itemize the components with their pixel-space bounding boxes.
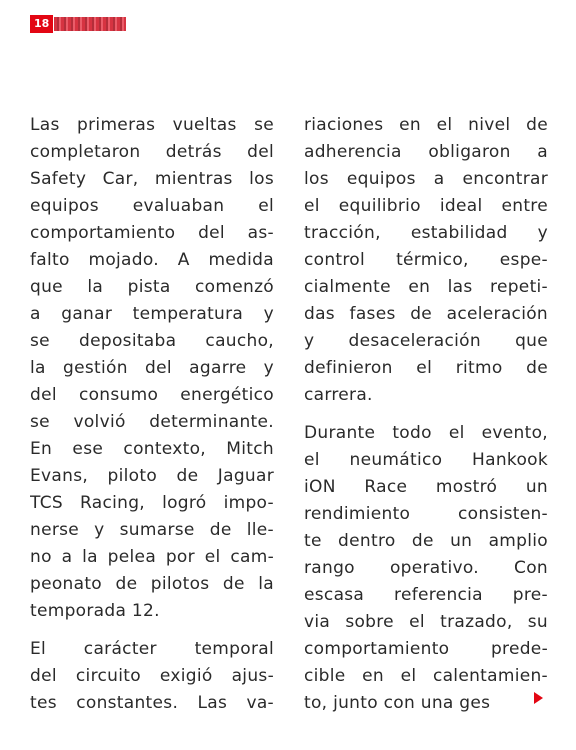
text-line: se depositaba caucho, [30,331,274,351]
text-line: via sobre el trazado, su [304,612,548,632]
left-paragraph-1 [30,112,274,625]
text-line: escasa referencia pre- [304,585,548,605]
text-line: la gestión del agarre y [30,358,274,378]
text-line: los equipos a encontrar [304,169,548,189]
page-header [30,14,126,34]
text-line: tes constantes. Las va- [30,693,274,713]
text-line: definieron el ritmo de [304,358,548,378]
right-paragraph-2 [304,420,548,717]
text-line: el neumático Hankook [304,450,548,470]
text-line: del circuito exigió ajus- [30,666,274,686]
text-line: El carácter temporal [30,639,274,659]
triangle-right-icon [534,692,543,704]
text-line: no a la pelea por el cam- [30,547,274,567]
text-line: control térmico, espe- [304,250,548,270]
right-column [304,112,548,717]
text-line: comportamiento del as- [30,223,274,243]
right-paragraph-1 [304,112,548,409]
text-line: y desaceleración que [304,331,548,351]
text-line: Durante todo el evento, [304,423,548,443]
text-line: rango operativo. Con [304,558,548,578]
text-line: del consumo energético [30,385,274,405]
page-number: 18 [30,15,53,33]
text-line: te dentro de un amplio [304,531,548,551]
text-line: tracción, estabilidad y [304,223,548,243]
text-line: En ese contexto, Mitch [30,439,274,459]
text-line: comportamiento prede- [304,639,548,659]
text-line: riaciones en el nivel de [304,115,548,135]
section-tag-logo [54,17,126,31]
left-paragraph-2 [30,636,274,717]
text-line: to, junto con una ges [304,693,491,713]
text-line: Safety Car, mientras los [30,169,274,189]
text-line: Evans, piloto de Jaguar [30,466,274,486]
text-line: que la pista comenzó [30,277,274,297]
text-line: equipos evaluaban el [30,196,274,216]
text-line: temporada 12. [30,601,160,621]
text-line: carrera. [304,385,373,405]
text-line: iON Race mostró un [304,477,548,497]
left-column [30,112,274,717]
text-line: cible en el calentamien- [304,666,548,686]
text-line: completaron detrás del [30,142,274,162]
text-line: adherencia obligaron a [304,142,548,162]
text-line: nerse y sumarse de lle- [30,520,274,540]
text-line: se volvió determinante. [30,412,274,432]
text-line: Las primeras vueltas se [30,115,274,135]
text-line: a ganar temperatura y [30,304,274,324]
text-line: peonato de pilotos de la [30,574,274,594]
text-line: falto mojado. A medida [30,250,274,270]
text-line: TCS Racing, logró impo- [30,493,274,513]
text-line: rendimiento consisten- [304,504,548,524]
text-line: cialmente en las repeti- [304,277,548,297]
text-line: das fases de aceleración [304,304,548,324]
text-line: el equilibrio ideal entre [304,196,548,216]
